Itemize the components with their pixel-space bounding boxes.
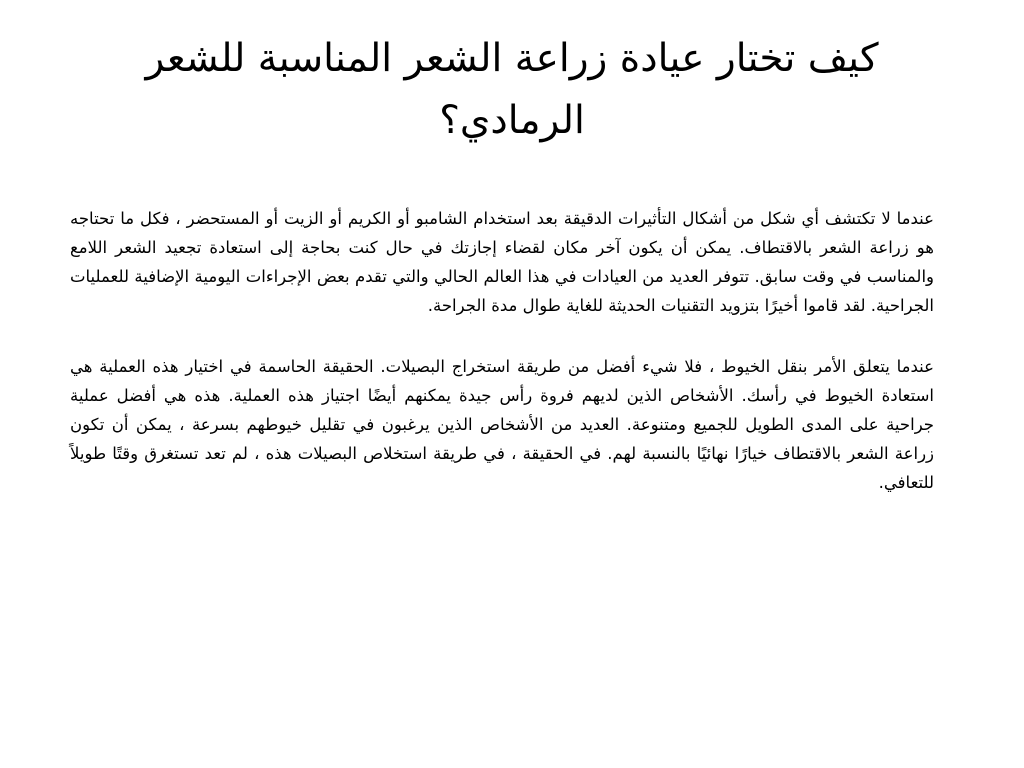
body-paragraph-2: عندما يتعلق الأمر بنقل الخيوط ، فلا شيء أفضل من طريقة استخراج البصيلات. الحقيقة الحاسمة في اختيار هذه العملية هي استعادة الخيوط في رأسك. الأشخاص الذين لديهم فروة رأس جيدة يمكنهم أيضًا اجتياز هذه العملية. هذه هي أفضل عملية جراحية على المدى الطويل للجميع ومتنوعة. العديد من الأشخاص الذين يرغبون في تقليل خيوطهم بسرعة ، يمكن أن تكون زراعة الشعر بالاقتطاف خيارًا نهائيًا بالنسبة لهم. في الحقيقة ، في طريقة استخلاص البصيلات هذه ، لم تعد تستغرق وقتًا طويلاً للتعافي. <box>70 357 934 492</box>
slide-title: كيف تختار عيادة زراعة الشعر المناسبة للشعر الرمادي؟ <box>145 36 879 143</box>
slide-body <box>70 204 934 529</box>
body-paragraph-1: عندما لا تكتشف أي شكل من أشكال التأثيرات الدقيقة بعد استخدام الشامبو أو الكريم أو الزيت أو المستحضر ، فكل ما تحتاجه هو زراعة الشعر بالاقتطاف. يمكن أن يكون آخر مكان لقضاء إجازتك في حال كنت بحاجة إلى استعادة تجعيد الشعر اللامع والمناسب في وقت سابق. تتوفر العديد من العيادات في هذا العالم الحالي والتي تقدم بعض الإجراءات اليومية الإضافية للعمليات الجراحية. لقد قاموا أخيرًا بتزويد التقنيات الحديثة للغاية طوال مدة الجراحة. <box>70 209 934 315</box>
